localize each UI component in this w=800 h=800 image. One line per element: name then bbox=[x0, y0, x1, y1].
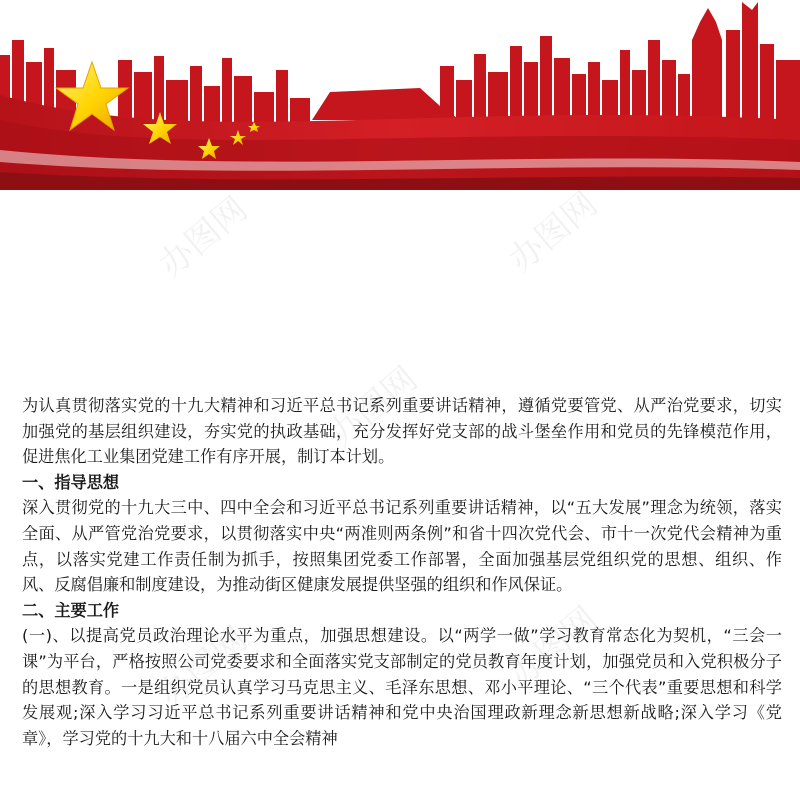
guiding-thought-paragraph: 深入贯彻党的十九大三中、四中全会和习近平总书记系列重要讲话精神，以“五大发展”理念为统领，落实全面、从严管党治党要求，以贯彻落实中央“两准则两条例”和省十四次党代会、市十一次党代会精神为重点，以落实党建工作责任制为抓手，按照集团党委工作部署，全面加强基层党组织党的思想、组织、作风、反腐倡廉和制度建设，为推动街区健康发展提供坚强的组织和作风保证。 bbox=[22, 498, 782, 595]
watermark: 办图网 bbox=[501, 184, 606, 281]
section-heading-main-work: 二、主要工作 bbox=[22, 600, 120, 620]
city-skyline bbox=[0, 2, 800, 135]
watermark: 办图网 bbox=[151, 619, 256, 716]
watermark: 办图网 bbox=[321, 359, 426, 456]
document-body bbox=[22, 393, 782, 751]
section-heading-guiding-thought: 一、指导思想 bbox=[22, 472, 120, 492]
header-banner bbox=[0, 0, 800, 190]
watermark: 办图网 bbox=[151, 189, 256, 286]
main-work-paragraph: (一)、以提高党员政治理论水平为重点，加强思想建设。以“两学一做”学习教育常态化为契机，“三会一课”为平台，严格按照公司党委要求和全面落实党支部制定的党员教育年度计划，加强党员和入党积极分子的思想教育。一是组织党员认真学习马克思主义、毛泽东思想、邓小平理论、“三个代表”重要思想和科学发展观;深入学习习近平总书记系列重要讲话精神和党中央治国理政新理念新思想新战略;深入学习《党章》，学习党的十九大和十八届六中全会精神 bbox=[22, 626, 782, 748]
intro-paragraph: 为认真贯彻落实党的十九大精神和习近平总书记系列重要讲话精神，遵循党要管党、从严治党要求，切实加强党的基层组织建设，夯实党的执政基础，充分发挥好党支部的战斗堡垒作用和党员的先锋模范作用，促进焦化工业集团党建工作有序开展，制订本计划。 bbox=[22, 396, 782, 467]
watermark: 办图网 bbox=[501, 599, 606, 696]
